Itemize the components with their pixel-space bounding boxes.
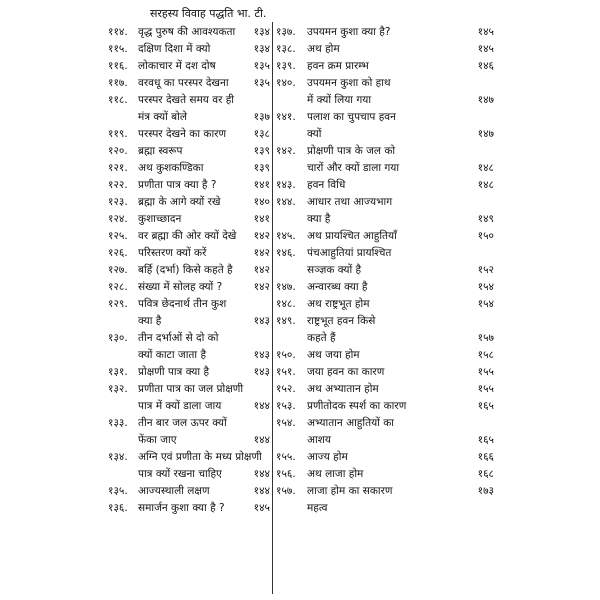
entry-title: तीन बार जल ऊपर क्यों bbox=[138, 417, 227, 429]
entry-page: १३५ bbox=[253, 60, 270, 72]
index-entry bbox=[276, 58, 494, 75]
entry-page: १३४ bbox=[253, 26, 270, 38]
entry-number: १२०. bbox=[108, 145, 128, 157]
entry-number: १५४. bbox=[276, 417, 296, 429]
entry-title: आधार तथा आज्यभाग bbox=[307, 196, 393, 208]
entry-number: १४६. bbox=[276, 247, 296, 259]
entry-number: १२५. bbox=[108, 230, 128, 242]
entry-number: १२८. bbox=[108, 281, 128, 293]
index-entry bbox=[108, 415, 270, 432]
entry-title: अग्नि एवं प्रणीता के मध्य प्रोक्षणी bbox=[138, 451, 262, 463]
entry-page: १४१ bbox=[253, 213, 270, 225]
entry-page: १४५ bbox=[477, 26, 494, 38]
entry-title: प्रोक्षणी पात्र क्या है bbox=[138, 366, 210, 378]
entry-title: परस्पर देखने का कारण bbox=[138, 128, 227, 140]
entry-title: प्रोक्षणी पात्र के जल को bbox=[307, 145, 396, 157]
index-entry bbox=[108, 143, 270, 160]
entry-page: १३४ bbox=[253, 43, 270, 55]
entry-title: मंत्र क्यों बोले bbox=[138, 111, 188, 123]
entry-page: १४२ bbox=[253, 230, 270, 242]
entry-title: पलाश का चुपचाप हवन bbox=[307, 111, 396, 123]
entry-page: १६५ bbox=[477, 400, 494, 412]
entry-title: संख्या में सोलह क्यों ? bbox=[138, 281, 223, 293]
index-entry bbox=[276, 381, 494, 398]
index-entry bbox=[108, 160, 270, 177]
entry-page: १४८ bbox=[477, 179, 494, 191]
entry-page: १६८ bbox=[477, 468, 494, 480]
entry-page: १३९ bbox=[253, 145, 270, 157]
entry-number: १४८. bbox=[276, 298, 296, 310]
entry-number: १३०. bbox=[108, 332, 128, 344]
entry-title: लोकाचार में दश दोष bbox=[138, 60, 216, 72]
entry-page: १५४ bbox=[477, 298, 494, 310]
entry-title: ब्रह्मा के आगे क्यों रखे bbox=[138, 196, 221, 208]
entry-page: १४० bbox=[253, 196, 270, 208]
index-entry bbox=[108, 177, 270, 194]
entry-page: १४४ bbox=[253, 485, 270, 497]
index-entry bbox=[108, 364, 270, 381]
entry-page: १५७ bbox=[477, 332, 494, 344]
entry-page: १४३ bbox=[253, 349, 270, 361]
entry-number: १४०. bbox=[276, 77, 296, 89]
index-entry bbox=[108, 194, 270, 211]
index-entry bbox=[276, 160, 494, 177]
entry-title: अथ प्रायश्चित आहुतियाँ bbox=[307, 230, 397, 242]
index-entry bbox=[108, 92, 270, 109]
entry-number: १२९. bbox=[108, 298, 128, 310]
entry-page: १६६ bbox=[477, 451, 494, 463]
right-column bbox=[276, 24, 494, 517]
entry-page: १४३ bbox=[253, 315, 270, 327]
index-entry bbox=[108, 245, 270, 262]
entry-number: १४१. bbox=[276, 111, 296, 123]
entry-page: १४९ bbox=[477, 213, 494, 225]
entry-page: १३७ bbox=[253, 111, 270, 123]
entry-title: पंचआहुतियां प्रायश्चित bbox=[307, 247, 392, 259]
entry-page: १६५ bbox=[477, 434, 494, 446]
entry-number: ११४. bbox=[108, 26, 128, 38]
entry-number: १३६. bbox=[108, 502, 128, 514]
entry-title: हवन विधि bbox=[307, 179, 346, 191]
index-entry bbox=[108, 58, 270, 75]
entry-page: १३८ bbox=[253, 128, 270, 140]
entry-title: अन्वारब्ध क्या है bbox=[307, 281, 368, 293]
index-entry bbox=[276, 194, 494, 211]
entry-number: १५२. bbox=[276, 383, 296, 395]
entry-number: १३८. bbox=[276, 43, 296, 55]
index-entry bbox=[276, 245, 494, 262]
entry-number: १४९. bbox=[276, 315, 296, 327]
entry-page: १५५ bbox=[477, 383, 494, 395]
index-entry bbox=[276, 279, 494, 296]
entry-number: १२७. bbox=[108, 264, 128, 276]
entry-title: अथ अभ्यातान होम bbox=[307, 383, 379, 395]
entry-title: सञ्ज्ञक क्यों है bbox=[307, 264, 362, 276]
index-entry bbox=[276, 330, 494, 347]
entry-title: वृद्ध पुरुष की आवश्यकता bbox=[138, 26, 236, 38]
entry-page: १४५ bbox=[477, 43, 494, 55]
entry-title: अथ लाजा होम bbox=[307, 468, 364, 480]
index-entry bbox=[108, 41, 270, 58]
entry-title: बर्हि (दर्भा) किसे कहते है bbox=[138, 264, 233, 276]
entry-number: १५५. bbox=[276, 451, 296, 463]
entry-title: ब्रह्मा स्वरूप bbox=[138, 145, 183, 157]
index-entry bbox=[108, 262, 270, 279]
left-column bbox=[108, 24, 270, 517]
entry-page: १४४ bbox=[253, 434, 270, 446]
index-entry bbox=[276, 415, 494, 432]
column-divider bbox=[272, 22, 273, 594]
entry-title: तीन दर्भाओं से दो को bbox=[138, 332, 219, 344]
index-entry bbox=[276, 143, 494, 160]
index-entry bbox=[108, 381, 270, 398]
entry-page: १४२ bbox=[253, 264, 270, 276]
entry-number: ११७. bbox=[108, 77, 128, 89]
entry-title: परिस्तरण क्यों करें bbox=[138, 247, 207, 259]
entry-title: कुशाच्छादन bbox=[138, 213, 182, 225]
entry-number: १२४. bbox=[108, 213, 128, 225]
entry-number: ११९. bbox=[108, 128, 128, 140]
entry-number: १३१. bbox=[108, 366, 128, 378]
entry-number: १४७. bbox=[276, 281, 296, 293]
index-entry bbox=[108, 500, 270, 517]
entry-number: १३७. bbox=[276, 26, 296, 38]
entry-page: १४८ bbox=[477, 162, 494, 174]
index-entry bbox=[108, 483, 270, 500]
entry-title: चारों और क्यों डाला गया bbox=[307, 162, 400, 174]
entry-page: १७३ bbox=[477, 485, 494, 497]
index-entry bbox=[276, 228, 494, 245]
entry-title: वर ब्रह्मा की ओर क्यों देखे bbox=[138, 230, 237, 242]
entry-title: आज्य होम bbox=[307, 451, 348, 463]
index-entry bbox=[108, 347, 270, 364]
entry-number: १३४. bbox=[108, 451, 128, 463]
entry-title: अथ राष्ट्रभूत होम bbox=[307, 298, 370, 310]
entry-number: १५७. bbox=[276, 485, 296, 497]
index-entry bbox=[108, 109, 270, 126]
entry-title: क्यों काटा जाता है bbox=[138, 349, 207, 361]
index-entry bbox=[276, 313, 494, 330]
entry-title: अथ कुशकण्डिका bbox=[138, 162, 204, 174]
entry-number: १२२. bbox=[108, 179, 128, 191]
index-entry bbox=[276, 483, 494, 500]
entry-number: ११६. bbox=[108, 60, 128, 72]
index-entry bbox=[108, 398, 270, 415]
entry-page: १५८ bbox=[477, 349, 494, 361]
entry-page: १४३ bbox=[253, 366, 270, 378]
entry-number: ११८. bbox=[108, 94, 128, 106]
index-entry bbox=[276, 211, 494, 228]
entry-number: १२६. bbox=[108, 247, 128, 259]
entry-title: दक्षिण दिशा में क्यो bbox=[138, 43, 211, 55]
entry-title: उपयमन कुशा क्या है? bbox=[307, 26, 391, 38]
entry-title: उपयमन कुशा को हाथ bbox=[307, 77, 391, 89]
index-entry bbox=[108, 211, 270, 228]
entry-title: कहते हैं bbox=[307, 332, 336, 344]
entry-title: राष्ट्रभूत हवन किसे bbox=[307, 315, 376, 327]
entry-page: १५४ bbox=[477, 281, 494, 293]
page-header: सरहस्य विवाह पद्धति भा. टी. bbox=[150, 7, 267, 20]
index-entry bbox=[276, 466, 494, 483]
entry-page: १४६ bbox=[477, 60, 494, 72]
entry-title: फेंका जाए bbox=[138, 434, 177, 446]
entry-page: १४४ bbox=[253, 468, 270, 480]
index-entry bbox=[108, 126, 270, 143]
entry-title: पात्र में क्यों डाला जाय bbox=[138, 400, 222, 412]
entry-title: प्रणीतोदक स्पर्श का कारण bbox=[307, 400, 407, 412]
entry-number: १३३. bbox=[108, 417, 128, 429]
index-entry bbox=[108, 75, 270, 92]
entry-number: १५०. bbox=[276, 349, 296, 361]
entry-title: जया हवन का कारण bbox=[307, 366, 385, 378]
index-entry bbox=[276, 296, 494, 313]
index-entry bbox=[276, 126, 494, 143]
index-entry bbox=[276, 177, 494, 194]
index-entry bbox=[276, 262, 494, 279]
entry-number: १४२. bbox=[276, 145, 296, 157]
entry-number: १३९. bbox=[276, 60, 296, 72]
index-entry bbox=[108, 279, 270, 296]
entry-title: अथ जया होम bbox=[307, 349, 360, 361]
entry-number: १४५. bbox=[276, 230, 296, 242]
index-entry bbox=[276, 24, 494, 41]
index-entry bbox=[108, 330, 270, 347]
entry-title: में क्यों लिया गया bbox=[307, 94, 372, 106]
entry-title: क्यों bbox=[307, 128, 322, 140]
entry-title: लाजा होम का सकारण bbox=[307, 485, 393, 497]
entry-page: १४१ bbox=[253, 179, 270, 191]
entry-page: १३५ bbox=[253, 77, 270, 89]
entry-page: १५० bbox=[477, 230, 494, 242]
index-entry bbox=[108, 432, 270, 449]
entry-title: क्या है bbox=[138, 315, 162, 327]
index-entry bbox=[108, 313, 270, 330]
entry-title: हवन क्रम प्रारम्भ bbox=[307, 60, 369, 72]
entry-page: १४२ bbox=[253, 247, 270, 259]
entry-number: १३२. bbox=[108, 383, 128, 395]
index-entry bbox=[108, 228, 270, 245]
index-entry bbox=[276, 500, 494, 517]
index-entry bbox=[276, 432, 494, 449]
index-entry bbox=[276, 364, 494, 381]
entry-number: १४३. bbox=[276, 179, 296, 191]
entry-title: अभ्यातान आहुतियों का bbox=[307, 417, 395, 429]
entry-page: १४५ bbox=[253, 502, 270, 514]
entry-page: १५५ bbox=[477, 366, 494, 378]
entry-number: १३५. bbox=[108, 485, 128, 497]
entry-title: आशय bbox=[307, 434, 331, 446]
entry-number: १२३. bbox=[108, 196, 128, 208]
index-entry bbox=[276, 449, 494, 466]
entry-page: १४७ bbox=[477, 128, 494, 140]
entry-title: महत्व bbox=[307, 502, 328, 514]
entry-number: ११५. bbox=[108, 43, 128, 55]
index-entry bbox=[276, 75, 494, 92]
entry-title: अथ होम bbox=[307, 43, 340, 55]
entry-title: समार्जन कुशा क्या है ? bbox=[138, 502, 225, 514]
entry-number: १५३. bbox=[276, 400, 296, 412]
index-entry bbox=[276, 41, 494, 58]
entry-title: आज्यस्थाली लक्षण bbox=[138, 485, 210, 497]
entry-page: १५२ bbox=[477, 264, 494, 276]
entry-title: प्रणीता पात्र का जल प्रोक्षणी bbox=[138, 383, 244, 395]
entry-page: १३९ bbox=[253, 162, 270, 174]
entry-title: प्रणीता पात्र क्या है ? bbox=[138, 179, 217, 191]
entry-number: १२१. bbox=[108, 162, 128, 174]
entry-title: पात्र क्यों रखना चाहिए bbox=[138, 468, 222, 480]
index-entry bbox=[108, 24, 270, 41]
entry-page: १४२ bbox=[253, 281, 270, 293]
entry-number: १५६. bbox=[276, 468, 296, 480]
entry-title: पवित्र छेदनार्थ तीन कुश bbox=[138, 298, 227, 310]
index-entry bbox=[108, 296, 270, 313]
entry-number: १४४. bbox=[276, 196, 296, 208]
index-entry bbox=[276, 398, 494, 415]
entry-number: १५१. bbox=[276, 366, 296, 378]
entry-page: १४७ bbox=[477, 94, 494, 106]
entry-title: क्या है bbox=[307, 213, 331, 225]
index-entry bbox=[108, 449, 270, 466]
entry-title: परस्पर देखते समय वर ही bbox=[138, 94, 234, 106]
index-entry bbox=[276, 92, 494, 109]
index-entry bbox=[108, 466, 270, 483]
index-entry bbox=[276, 347, 494, 364]
index-entry bbox=[276, 109, 494, 126]
entry-page: १४४ bbox=[253, 400, 270, 412]
entry-title: वरवधू का परस्पर देखना bbox=[138, 77, 229, 89]
